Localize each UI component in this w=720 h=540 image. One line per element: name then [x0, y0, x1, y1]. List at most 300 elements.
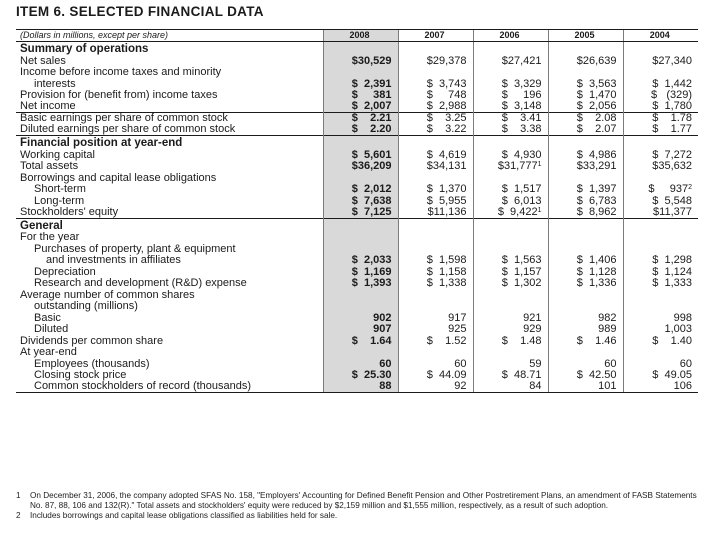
row-label-text: Financial position at year-end — [20, 137, 183, 149]
table-row — [16, 243, 698, 255]
section-heading — [16, 42, 323, 56]
year-header-2008: 2008 — [323, 30, 398, 42]
cell-value: $ 1,598 — [426, 254, 467, 266]
cell-value: $ 1,298 — [652, 254, 692, 266]
cell-2006 — [473, 266, 548, 278]
cell-2006 — [473, 161, 548, 173]
cell-2004 — [623, 124, 698, 136]
cell-value: $ 3,563 — [576, 77, 617, 90]
cell-value: $ 7,272 — [652, 148, 692, 161]
cell-2008 — [323, 55, 398, 67]
cell-value: $ 1,563 — [501, 254, 542, 266]
cell-value: $ 2,012 — [351, 183, 392, 195]
row-label — [16, 358, 323, 370]
cell-2007 — [398, 101, 473, 113]
cell-2008 — [323, 289, 398, 301]
row-label-text: interests — [34, 77, 76, 90]
cell-value: 60 — [679, 357, 692, 370]
cell-value: $ 381 — [351, 89, 392, 101]
cell-value: 84 — [529, 380, 542, 392]
cell-2008 — [323, 243, 398, 255]
year-header-2007: 2007 — [398, 30, 473, 42]
cell-value: $ 49.05 — [652, 369, 692, 381]
row-label-text: and investments in affiliates — [46, 254, 181, 266]
cell-2008 — [323, 312, 398, 324]
footnote-text: Includes borrowings and capital lease obligations classified as liabilities held for sale. — [30, 511, 338, 520]
cell-value: $ 1.40 — [652, 334, 692, 347]
cell-value: $ 1,397 — [576, 183, 617, 195]
cell-2008 — [323, 266, 398, 278]
row-label — [16, 161, 323, 173]
cell-value: $ 2,391 — [351, 77, 392, 90]
cell-value: $ 2.21 — [351, 112, 392, 124]
cell-value: $31,777 — [497, 160, 538, 172]
cell-2007 — [398, 149, 473, 161]
cell-value: $ 1,302 — [501, 277, 542, 289]
cell-2007 — [398, 278, 473, 290]
cell-2004 — [623, 78, 698, 90]
table-row — [16, 101, 698, 113]
cell-2006 — [473, 335, 548, 347]
table-row — [16, 136, 698, 150]
cell-2008 — [323, 136, 398, 150]
cell-value: $35,632 — [652, 160, 692, 172]
cell-value: $ 2.08 — [576, 112, 617, 124]
cell-value: $34,131 — [426, 160, 467, 172]
table-header-row — [16, 30, 698, 42]
cell-2005 — [548, 324, 623, 336]
cell-2007 — [398, 78, 473, 90]
cell-2005 — [548, 42, 623, 56]
row-label — [16, 278, 323, 290]
cell-value: $33,291 — [576, 160, 617, 172]
cell-2007 — [398, 381, 473, 393]
row-label — [16, 149, 323, 161]
cell-value: $ 6,013 — [501, 194, 542, 207]
cell-2008 — [323, 278, 398, 290]
cell-2008 — [323, 42, 398, 56]
cell-value: 925 — [448, 323, 467, 335]
cell-value: $ 196 — [501, 89, 542, 101]
row-label — [16, 101, 323, 113]
cell-2004 — [623, 266, 698, 278]
row-label-text: Diluted — [34, 323, 69, 335]
row-label-text: Stockholders' equity — [20, 205, 119, 218]
row-label-text: Long-term — [34, 194, 85, 207]
cell-value: $ 1,157 — [501, 265, 542, 278]
table-row — [16, 42, 698, 56]
cell-value: $ 1,442 — [652, 77, 692, 90]
cell-value: $ 3.22 — [426, 123, 467, 135]
cell-value: $ 1,169 — [351, 265, 392, 278]
table-row — [16, 184, 698, 196]
cell-value: $ 2,056 — [576, 100, 617, 112]
cell-value: $ 1.64 — [351, 334, 392, 347]
cell-value: $ 9,422 — [497, 205, 538, 218]
cell-value: 106 — [673, 380, 692, 392]
row-label — [16, 324, 323, 336]
cell-2005 — [548, 78, 623, 90]
cell-2004 — [623, 55, 698, 67]
row-label — [16, 207, 323, 219]
cell-2005 — [548, 149, 623, 161]
cell-2005 — [548, 136, 623, 150]
row-label — [16, 335, 323, 347]
cell-2005 — [548, 289, 623, 301]
cell-2005 — [548, 55, 623, 67]
table-body — [16, 42, 698, 393]
row-label-text: Short-term — [34, 183, 86, 195]
cell-2005 — [548, 101, 623, 113]
cell-2005 — [548, 358, 623, 370]
table-row — [16, 347, 698, 359]
cell-value: $ 937 — [648, 183, 689, 195]
cell-value: $27,421 — [501, 54, 542, 67]
cell-2007 — [398, 55, 473, 67]
cell-value: $ 1,406 — [576, 254, 617, 266]
cell-2008 — [323, 232, 398, 244]
cell-value: $ 3.41 — [501, 112, 542, 124]
cell-2005 — [548, 301, 623, 313]
cell-2008 — [323, 161, 398, 173]
cell-2007 — [398, 243, 473, 255]
cell-value: $ 48.71 — [501, 369, 542, 381]
cell-value: $ 1.48 — [501, 334, 542, 347]
cell-2007 — [398, 335, 473, 347]
selected-financial-data-table — [16, 29, 698, 393]
cell-2006 — [473, 42, 548, 56]
cell-2006 — [473, 358, 548, 370]
cell-2004 — [623, 312, 698, 324]
section-heading — [16, 218, 323, 232]
cell-2007 — [398, 184, 473, 196]
row-label-text: Common stockholders of record (thousands) — [34, 380, 252, 392]
table-row — [16, 172, 698, 184]
cell-value: $ 1,393 — [351, 277, 392, 289]
cell-value: $ 748 — [426, 89, 467, 101]
cell-2005 — [548, 67, 623, 79]
cell-value: $ 1.77 — [652, 123, 692, 135]
cell-2006 — [473, 78, 548, 90]
cell-2005 — [548, 161, 623, 173]
cell-2007 — [398, 161, 473, 173]
cell-2008 — [323, 149, 398, 161]
cell-2008 — [323, 78, 398, 90]
cell-2004 — [623, 218, 698, 232]
cell-value: $ 3.25 — [426, 112, 467, 124]
cell-2006 — [473, 324, 548, 336]
cell-value: $11,377 — [653, 205, 692, 218]
row-label — [16, 172, 323, 184]
cell-2008 — [323, 172, 398, 184]
footnote-2 — [16, 511, 698, 521]
cell-2008 — [323, 124, 398, 136]
cell-value: 902 — [373, 311, 392, 324]
table-row — [16, 335, 698, 347]
cell-2007 — [398, 255, 473, 267]
cell-2004 — [623, 358, 698, 370]
table-row — [16, 232, 698, 244]
cell-value: $ 1.46 — [576, 334, 617, 347]
row-label — [16, 381, 323, 393]
cell-value: $29,378 — [426, 54, 467, 67]
footnote-text: On December 31, 2006, the company adopted SFAS No. 158, "Employers' Accounting for Defined Benefit Pension and Other Postretirement Plans, an amendment of FASB Statements No. 87, 88, 106 and 132(R)." Total assets and stockholders' equity were reduced by $2,159 million and $1,555 million, respectively, as a result of such adoption. — [30, 491, 697, 510]
cell-value: $27,340 — [652, 54, 692, 67]
units-note: (Dollars in millions, except per share) — [16, 30, 323, 42]
row-label — [16, 266, 323, 278]
cell-value: 989 — [598, 323, 617, 335]
cell-value: $ 1,338 — [426, 277, 467, 289]
cell-2005 — [548, 335, 623, 347]
row-label — [16, 184, 323, 196]
cell-2005 — [548, 312, 623, 324]
cell-2007 — [398, 347, 473, 359]
row-label-text: Basic earnings per share of common stock — [20, 112, 228, 124]
cell-value: $ 6,783 — [576, 194, 617, 207]
cell-value: $ 2,988 — [426, 100, 467, 112]
cell-2004 — [623, 232, 698, 244]
cell-2006 — [473, 278, 548, 290]
cell-value: $ 4,930 — [501, 148, 542, 161]
cell-value: $ 1.78 — [652, 112, 692, 124]
cell-2008 — [323, 218, 398, 232]
table-row — [16, 358, 698, 370]
cell-2007 — [398, 289, 473, 301]
cell-2007 — [398, 136, 473, 150]
cell-2004 — [623, 161, 698, 173]
cell-value: $ 3.38 — [501, 123, 542, 135]
cell-2007 — [398, 232, 473, 244]
cell-2005 — [548, 347, 623, 359]
cell-2006 — [473, 149, 548, 161]
cell-value: $ (329) — [651, 89, 692, 101]
cell-2008 — [323, 207, 398, 219]
section-heading — [16, 136, 323, 150]
cell-2004 — [623, 149, 698, 161]
table-row — [16, 255, 698, 267]
row-label-text: Employees (thousands) — [34, 357, 150, 370]
row-label-text: Dividends per common share — [20, 334, 164, 347]
cell-2004 — [623, 381, 698, 393]
cell-value: $ 1,128 — [576, 265, 617, 278]
row-label — [16, 243, 323, 255]
cell-value: $ 1,333 — [652, 277, 692, 289]
cell-value: $ 3,148 — [501, 100, 542, 112]
row-label-text: Purchases of property, plant & equipment — [34, 242, 236, 255]
footnote-ref: 2 — [688, 184, 692, 191]
cell-2005 — [548, 381, 623, 393]
cell-2006 — [473, 124, 548, 136]
year-header-2004: 2004 — [623, 30, 698, 42]
cell-2007 — [398, 301, 473, 313]
row-label — [16, 67, 323, 79]
cell-2006 — [473, 172, 548, 184]
row-label-text: Diluted earnings per share of common stock — [20, 123, 236, 135]
table-row — [16, 78, 698, 90]
cell-2006 — [473, 312, 548, 324]
row-label-text: Total assets — [20, 160, 79, 172]
footnote-mark: 2 — [16, 511, 21, 520]
cell-2004 — [623, 101, 698, 113]
row-label — [16, 55, 323, 67]
cell-2006 — [473, 55, 548, 67]
cell-2006 — [473, 207, 548, 219]
cell-2008 — [323, 67, 398, 79]
table-row — [16, 67, 698, 79]
cell-2005 — [548, 172, 623, 184]
cell-2004 — [623, 347, 698, 359]
row-label — [16, 232, 323, 244]
cell-2004 — [623, 255, 698, 267]
footnotes — [16, 491, 698, 521]
financial-data-sheet — [7, 0, 703, 540]
table-row — [16, 278, 698, 290]
cell-value: 101 — [598, 380, 617, 392]
row-label-text: At year-end — [20, 346, 77, 358]
cell-value: $ 4,619 — [426, 148, 467, 161]
cell-2007 — [398, 312, 473, 324]
footnote-ref: 1 — [537, 161, 542, 168]
cell-value: $26,639 — [576, 54, 617, 67]
cell-2005 — [548, 218, 623, 232]
footnote-mark: 1 — [16, 491, 21, 500]
page-title: ITEM 6. SELECTED FINANCIAL DATA — [16, 4, 264, 19]
table-row — [16, 324, 698, 336]
table-row — [16, 207, 698, 219]
cell-2005 — [548, 184, 623, 196]
cell-2006 — [473, 218, 548, 232]
cell-2005 — [548, 255, 623, 267]
cell-2008 — [323, 301, 398, 313]
cell-value: $ 1,124 — [652, 265, 692, 278]
cell-value: 60 — [604, 357, 617, 370]
cell-2007 — [398, 124, 473, 136]
cell-2008 — [323, 381, 398, 393]
cell-value: $ 7,638 — [351, 194, 392, 207]
cell-value: $ 1,336 — [576, 277, 617, 289]
cell-value: $30,529 — [351, 54, 392, 67]
cell-2008 — [323, 335, 398, 347]
table-row — [16, 218, 698, 232]
cell-value: 60 — [454, 357, 467, 370]
cell-value: $ 3,329 — [501, 77, 542, 90]
table-row — [16, 266, 698, 278]
cell-2005 — [548, 124, 623, 136]
cell-value: 88 — [379, 380, 392, 392]
footnote-1 — [16, 491, 698, 510]
cell-2008 — [323, 101, 398, 113]
cell-value: $ 3,743 — [426, 77, 467, 90]
row-label-text: Basic — [34, 311, 61, 324]
row-label-text: Borrowings and capital lease obligations — [20, 171, 217, 184]
cell-value: $ 2,033 — [351, 254, 392, 266]
cell-value: $ 2.20 — [351, 123, 392, 135]
footnote-ref: 1 — [537, 206, 542, 214]
cell-2006 — [473, 381, 548, 393]
cell-2004 — [623, 184, 698, 196]
cell-value: $ 1,780 — [652, 100, 692, 112]
cell-2006 — [473, 347, 548, 359]
cell-value: 60 — [379, 357, 392, 370]
cell-value: 59 — [529, 357, 542, 370]
row-label — [16, 289, 323, 301]
row-label-text: General — [20, 219, 63, 232]
cell-2006 — [473, 184, 548, 196]
row-label — [16, 347, 323, 359]
cell-value: 917 — [448, 311, 467, 324]
cell-2005 — [548, 232, 623, 244]
cell-2007 — [398, 266, 473, 278]
cell-value: $ 5,601 — [351, 148, 392, 161]
table-row — [16, 301, 698, 313]
row-label-text: Summary of operations — [20, 43, 149, 55]
cell-value: 92 — [454, 380, 467, 392]
row-label-text: Net sales — [20, 54, 66, 67]
cell-2005 — [548, 266, 623, 278]
cell-value: $ 1.52 — [426, 334, 467, 347]
cell-2004 — [623, 42, 698, 56]
cell-2008 — [323, 324, 398, 336]
cell-2006 — [473, 101, 548, 113]
row-label — [16, 255, 323, 267]
cell-2008 — [323, 358, 398, 370]
cell-value: $11,136 — [427, 205, 467, 218]
cell-value: 1,003 — [664, 323, 692, 335]
cell-2006 — [473, 67, 548, 79]
cell-2008 — [323, 255, 398, 267]
cell-value: $36,209 — [351, 160, 392, 172]
cell-2004 — [623, 67, 698, 79]
cell-value: $ 4,986 — [576, 148, 617, 161]
cell-value: $ 1,470 — [576, 89, 617, 101]
cell-value: $ 1,517 — [501, 183, 542, 195]
table-row — [16, 161, 698, 173]
cell-value: $ 1,370 — [426, 183, 467, 195]
cell-value: 982 — [598, 311, 617, 324]
cell-value: 929 — [523, 323, 542, 335]
cell-value: $ 44.09 — [426, 369, 467, 381]
cell-2004 — [623, 335, 698, 347]
cell-value: $ 2.07 — [576, 123, 617, 135]
table-row — [16, 149, 698, 161]
row-label-text: Net income — [20, 100, 76, 112]
row-label — [16, 124, 323, 136]
cell-2007 — [398, 172, 473, 184]
cell-value: $ 42.50 — [576, 369, 617, 381]
cell-value: $ 8,962 — [576, 205, 617, 218]
row-label-text: Income before income taxes and minority — [20, 66, 222, 78]
cell-2004 — [623, 136, 698, 150]
cell-2006 — [473, 243, 548, 255]
cell-2006 — [473, 289, 548, 301]
cell-2006 — [473, 301, 548, 313]
cell-2007 — [398, 324, 473, 336]
row-label — [16, 301, 323, 313]
cell-2006 — [473, 232, 548, 244]
year-header-2006: 2006 — [473, 30, 548, 42]
cell-2006 — [473, 136, 548, 150]
cell-value: $ 5,955 — [426, 194, 467, 207]
row-label — [16, 78, 323, 90]
cell-2008 — [323, 184, 398, 196]
cell-2004 — [623, 324, 698, 336]
cell-2007 — [398, 218, 473, 232]
cell-2007 — [398, 42, 473, 56]
cell-2007 — [398, 67, 473, 79]
cell-value: $ 25.30 — [351, 369, 392, 381]
cell-value: $ 7,125 — [351, 205, 392, 218]
cell-value: 921 — [523, 311, 542, 324]
